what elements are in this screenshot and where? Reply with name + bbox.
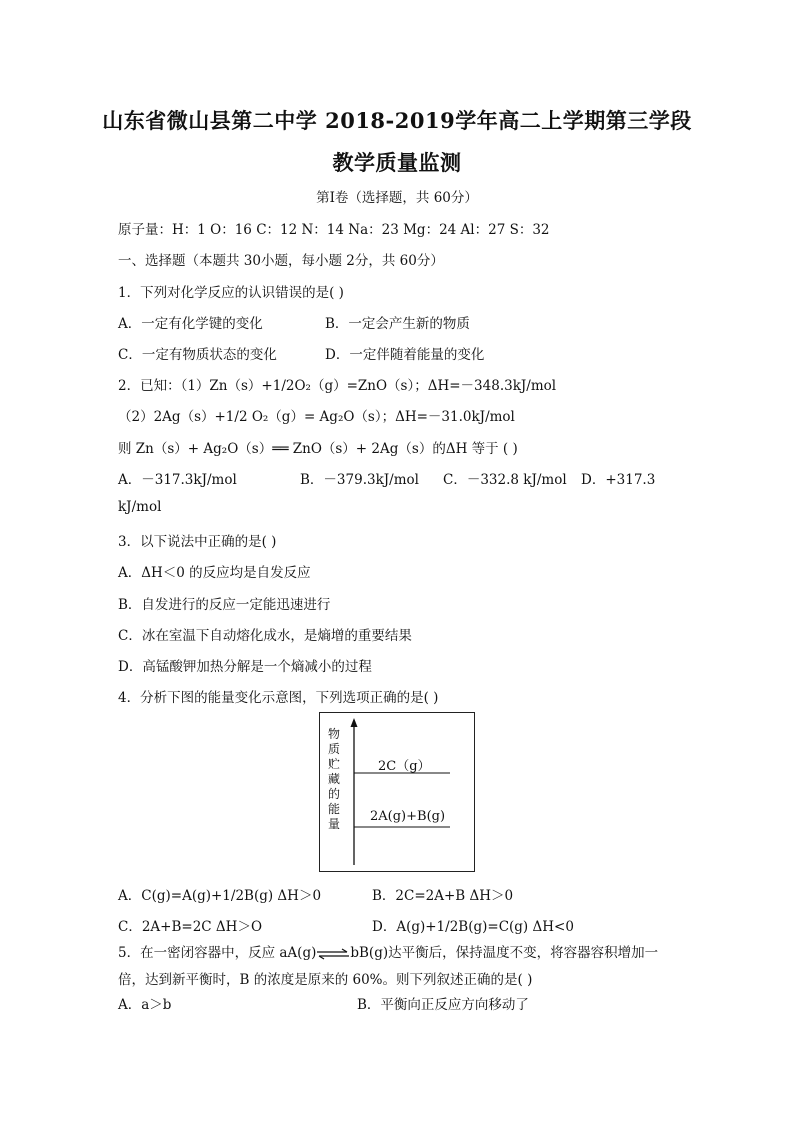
energy-diagram (319, 712, 475, 872)
q3-stem: 3．以下说法中正确的是( ) (118, 534, 277, 550)
energy-axis-label: 物质贮藏的能量 (327, 727, 340, 831)
q1-option-b: B．一定会产生新的物质 (325, 316, 470, 332)
lower-level-label: 2A(g)+B(g) (370, 809, 446, 824)
q5-stem-line2: 倍，达到新平衡时，B 的浓度是原来的 60%。则下列叙述正确的是( ) (118, 972, 533, 988)
energy-diagram-svg (320, 713, 476, 873)
q2-line3: 则 Zn（s）+ Ag₂O（s）══ ZnO（s）+ 2Ag（s）的ΔH 等于 ( ) (118, 441, 518, 457)
q1-stem: 1．下列对化学反应的认识错误的是( ) (118, 285, 344, 301)
q2-option-c: C．－332.8 kJ/mol (443, 472, 567, 488)
q5-option-a: A．a＞b (118, 997, 172, 1013)
q3-option-b: B．自发进行的反应一定能迅速进行 (118, 597, 331, 613)
q2-option-d-cont: kJ/mol (118, 499, 162, 515)
q2-line1: 2．已知：（1）Zn（s）+1/2O₂（g）=ZnO（s）；ΔH=－348.3kJ/mol (118, 378, 557, 394)
q3-option-a: A．ΔH＜0 的反应均是自发反应 (118, 565, 311, 581)
q5-stem-part-a: 5．在一密闭容器中，反应 aA(g) (118, 945, 317, 961)
axis-arrow-icon (351, 718, 358, 727)
q4-option-c: C．2A+B=2C ΔH＞O (118, 919, 263, 935)
document-title-line1: 山东省微山县第二中学 2018-2019学年高二上学期第三学段 (102, 108, 692, 133)
q5-stem-line1 (118, 941, 658, 961)
q2-option-a: A．－317.3kJ/mol (118, 472, 237, 488)
equilibrium-arrows-icon (316, 948, 350, 960)
q1-option-a: A．一定有化学键的变化 (118, 316, 263, 332)
q1-option-d: D．一定伴随着能量的变化 (325, 347, 485, 363)
q1-option-c: C．一定有物质状态的变化 (118, 347, 277, 363)
q5-stem-part-b: bB(g)达平衡后，保持温度不变，将容器容积增加一 (350, 945, 659, 961)
q2-option-b: B．－379.3kJ/mol (300, 472, 419, 488)
atomic-mass-line: 原子量：H：1 O：16 C：12 N：14 Na：23 Mg：24 Al：27 S：32 (118, 222, 550, 238)
q4-option-a: A．C(g)=A(g)+1/2B(g) ΔH＞0 (118, 888, 322, 904)
q4-option-d: D．A(g)+1/2B(g)=C(g) ΔH<0 (372, 919, 574, 935)
document-title-line2: 教学质量监测 (332, 150, 462, 175)
q2-option-d: D．+317.3 (581, 472, 656, 488)
part-heading: 一、选择题（本题共 30小题，每小题 2分，共 60分） (118, 253, 444, 269)
q4-stem: 4．分析下图的能量变化示意图，下列选项正确的是( ) (118, 690, 439, 706)
upper-level-label: 2C（g） (378, 759, 431, 774)
q3-option-c: C．冰在室温下自动熔化成水，是熵增的重要结果 (118, 628, 412, 644)
section-heading: 第Ⅰ卷（选择题，共 60分） (316, 190, 478, 206)
q5-option-b: B．平衡向正反应方向移动了 (357, 997, 529, 1013)
q2-line2: （2）2Ag（s）+1/2 O₂（g）= Ag₂O（s）；ΔH=－31.0kJ/mol (118, 409, 515, 425)
q3-option-d: D．高锰酸钾加热分解是一个熵减小的过程 (118, 659, 372, 675)
q4-option-b: B．2C=2A+B ΔH＞0 (372, 888, 514, 904)
